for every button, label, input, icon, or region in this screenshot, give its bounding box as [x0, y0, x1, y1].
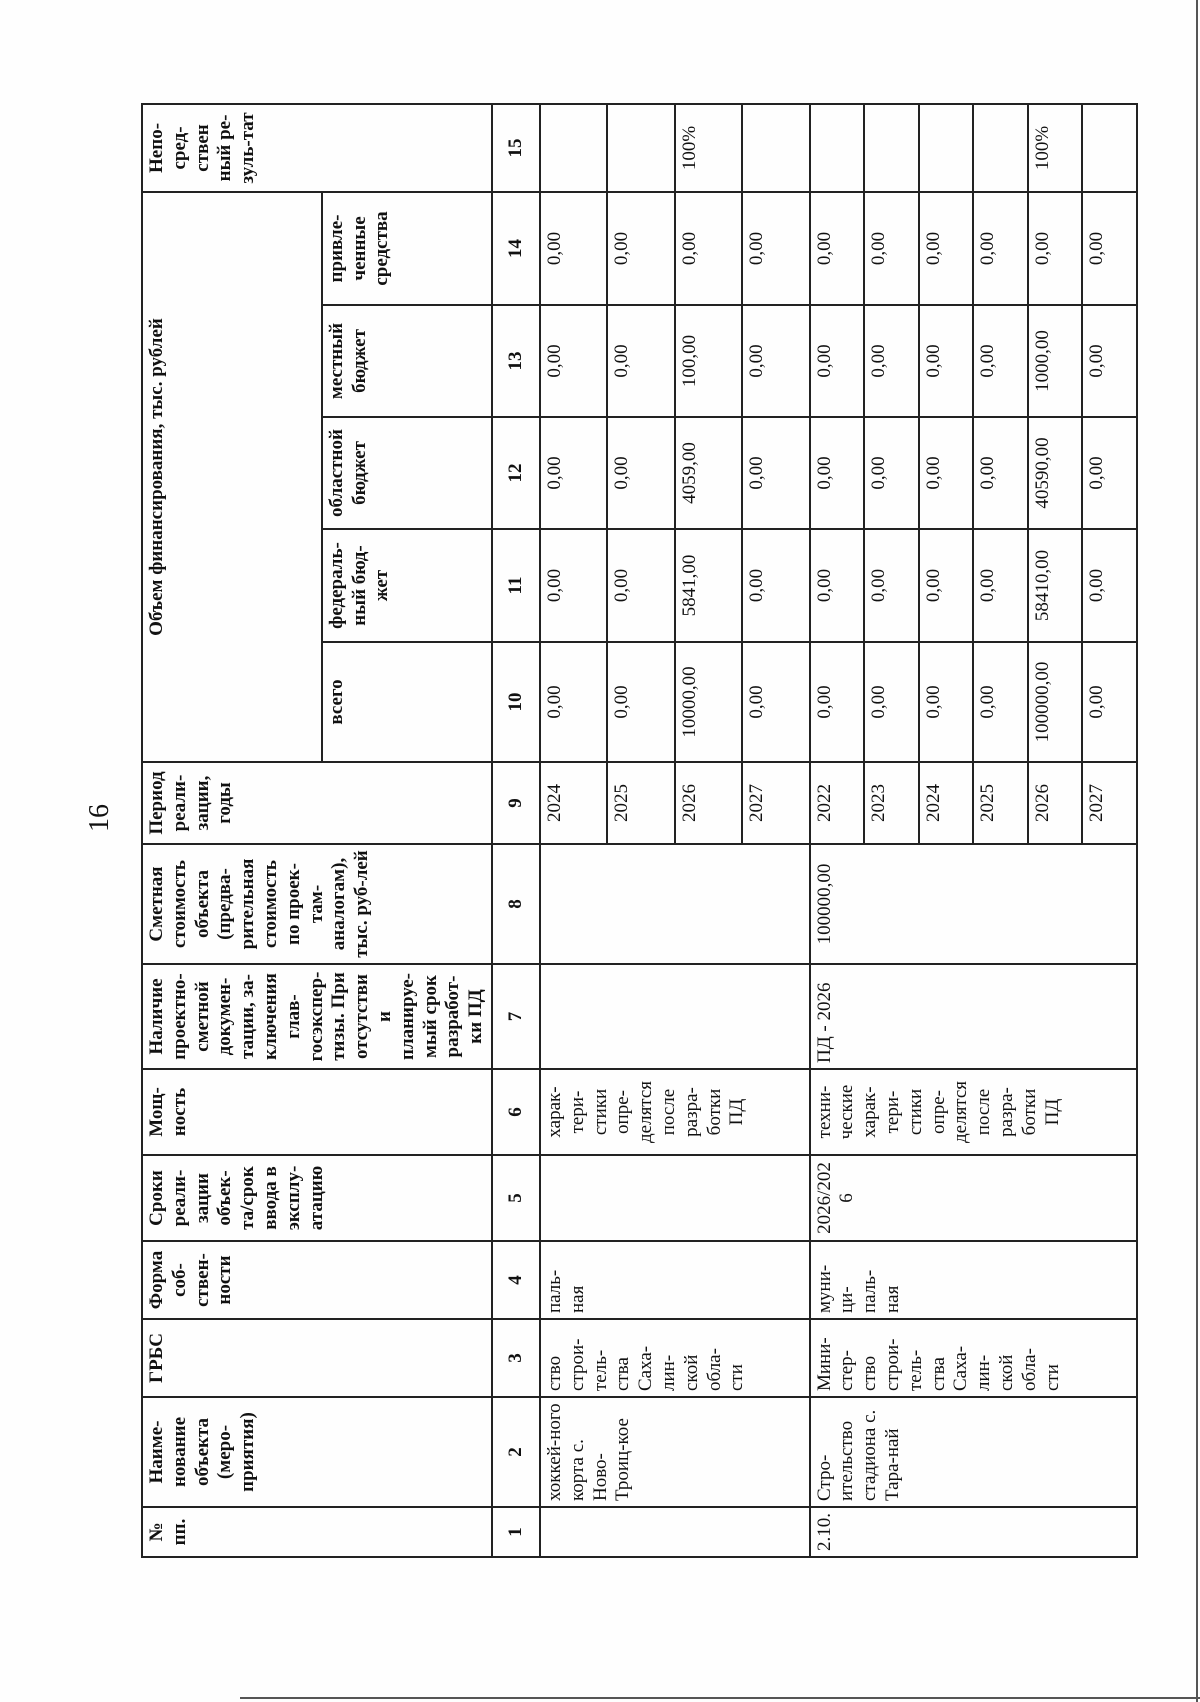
total-cell: 0,00	[1082, 642, 1137, 762]
scan-edge-line	[240, 1697, 1200, 1699]
regional-cell: 40590,00	[1028, 417, 1083, 529]
col-number: 13	[492, 305, 540, 417]
attracted-cell: 0,00	[864, 192, 919, 305]
total-cell: 10000,00	[675, 642, 742, 762]
table-body	[492, 104, 1137, 1557]
col-number: 7	[492, 964, 540, 1069]
result-cell: 100%	[1028, 104, 1083, 192]
block1-num	[540, 1507, 810, 1557]
local-cell: 0,00	[742, 305, 809, 417]
header-cost: Сметная стоимость объекта (предва-рительная стоимость по проек-там-аналогам), тыс. руб-лей	[142, 844, 492, 964]
rotated-table-container	[141, 105, 1108, 1558]
header-num: № пп.	[142, 1507, 492, 1557]
header-local: местный бюджет	[322, 305, 492, 417]
year-cell: 2024	[919, 762, 974, 844]
year-cell: 2026	[675, 762, 742, 844]
table-row	[810, 104, 865, 1557]
col-number: 14	[492, 192, 540, 305]
result-cell	[540, 104, 607, 192]
federal-cell: 0,00	[607, 529, 674, 642]
year-cell: 2024	[540, 762, 607, 844]
local-cell: 1000,00	[1028, 305, 1083, 417]
block2-num: 2.10.	[810, 1507, 1137, 1557]
year-cell: 2027	[742, 762, 809, 844]
result-cell: 100%	[675, 104, 742, 192]
attracted-cell: 0,00	[540, 192, 607, 305]
table-header	[142, 104, 492, 1557]
header-total: всего	[322, 642, 492, 762]
header-term: Сроки реали-зации объек-та/срок ввода в эксплу-атацию	[142, 1155, 492, 1241]
block2-pd: ПД - 2026	[810, 964, 1137, 1069]
header-regional: областной бюджет	[322, 417, 492, 529]
result-cell	[607, 104, 674, 192]
year-cell: 2022	[810, 762, 865, 844]
column-numbers-row	[492, 104, 540, 1557]
local-cell: 0,00	[1082, 305, 1137, 417]
block1-grbs: ство строи-тель-ства Саха-лин-ской обла-сти	[540, 1319, 810, 1397]
header-power: Мощ-ность	[142, 1069, 492, 1155]
col-number: 1	[492, 1507, 540, 1557]
scan-edge-line	[1196, 0, 1198, 1702]
col-number: 12	[492, 417, 540, 529]
header-federal: федераль-ный бюд-жет	[322, 529, 492, 642]
header-name: Наиме-нование объекта (меро-приятия)	[142, 1397, 492, 1507]
year-cell: 2023	[864, 762, 919, 844]
total-cell: 0,00	[919, 642, 974, 762]
header-attracted: привле-ченные средства	[322, 192, 492, 305]
local-cell: 0,00	[973, 305, 1028, 417]
block1-pd	[540, 964, 810, 1069]
page-number: 16	[84, 804, 115, 832]
regional-cell: 0,00	[973, 417, 1028, 529]
local-cell: 100,00	[675, 305, 742, 417]
regional-cell: 0,00	[540, 417, 607, 529]
block1-term	[540, 1155, 810, 1241]
regional-cell: 0,00	[810, 417, 865, 529]
regional-cell: 0,00	[742, 417, 809, 529]
regional-cell: 0,00	[864, 417, 919, 529]
block1-power: харак-тери-стики опре-делятся после разра-ботки ПД	[540, 1069, 810, 1155]
local-cell: 0,00	[864, 305, 919, 417]
attracted-cell: 0,00	[607, 192, 674, 305]
block2-name: Стро-ительство стадиона с. Тара-най	[810, 1397, 1137, 1507]
col-number: 4	[492, 1241, 540, 1319]
attracted-cell: 0,00	[742, 192, 809, 305]
attracted-cell: 0,00	[1028, 192, 1083, 305]
header-pd: Наличие проектно-сметной докумен-тации, за-ключения глав-госэкспер-тизы. При отсутствии планируе-мый срок разработ-ки ПД	[142, 964, 492, 1069]
block2-ownership: муни-ци-паль-ная	[810, 1241, 1137, 1319]
result-cell	[1082, 104, 1137, 192]
result-cell	[864, 104, 919, 192]
local-cell: 0,00	[540, 305, 607, 417]
year-cell: 2025	[607, 762, 674, 844]
result-cell	[810, 104, 865, 192]
block1-name: хоккей-ного корта с. Ново-Троиц-кое	[540, 1397, 810, 1507]
total-cell: 0,00	[864, 642, 919, 762]
federal-cell: 0,00	[973, 529, 1028, 642]
regional-cell: 0,00	[1082, 417, 1137, 529]
federal-cell: 5841,00	[675, 529, 742, 642]
header-ownership: Форма соб-ствен-ности	[142, 1241, 492, 1319]
financing-table	[141, 103, 1138, 1558]
federal-cell: 0,00	[919, 529, 974, 642]
table-frame	[141, 105, 1108, 1558]
regional-cell: 4059,00	[675, 417, 742, 529]
header-result: Непо-сред-ствен ный ре-зуль-тат	[142, 104, 492, 192]
local-cell: 0,00	[919, 305, 974, 417]
attracted-cell: 0,00	[919, 192, 974, 305]
local-cell: 0,00	[810, 305, 865, 417]
year-cell: 2027	[1082, 762, 1137, 844]
attracted-cell: 0,00	[675, 192, 742, 305]
federal-cell: 58410,00	[1028, 529, 1083, 642]
block2-grbs: Мини-стер-ство строи-тель-ства Саха-лин-ской обла-сти	[810, 1319, 1137, 1397]
local-cell: 0,00	[607, 305, 674, 417]
col-number: 8	[492, 844, 540, 964]
attracted-cell: 0,00	[810, 192, 865, 305]
block2-term: 2026/2026	[810, 1155, 1137, 1241]
year-cell: 2025	[973, 762, 1028, 844]
federal-cell: 0,00	[1082, 529, 1137, 642]
total-cell: 0,00	[973, 642, 1028, 762]
federal-cell: 0,00	[540, 529, 607, 642]
col-number: 15	[492, 104, 540, 192]
col-number: 5	[492, 1155, 540, 1241]
federal-cell: 0,00	[864, 529, 919, 642]
year-cell: 2026	[1028, 762, 1083, 844]
attracted-cell: 0,00	[973, 192, 1028, 305]
block2-cost: 100000,00	[810, 844, 1137, 964]
header-grbs: ГРБС	[142, 1319, 492, 1397]
header-period: Период реали-зации, годы	[142, 762, 492, 844]
total-cell: 0,00	[810, 642, 865, 762]
total-cell: 0,00	[742, 642, 809, 762]
regional-cell: 0,00	[919, 417, 974, 529]
header-funding: Объем финансирования, тыс. рублей	[142, 192, 322, 762]
block2-power: техни-ческие харак-тери-стики опре-делятся после разра-ботки ПД	[810, 1069, 1137, 1155]
result-cell	[919, 104, 974, 192]
col-number: 2	[492, 1397, 540, 1507]
col-number: 10	[492, 642, 540, 762]
col-number: 3	[492, 1319, 540, 1397]
col-number: 9	[492, 762, 540, 844]
federal-cell: 0,00	[810, 529, 865, 642]
federal-cell: 0,00	[742, 529, 809, 642]
regional-cell: 0,00	[607, 417, 674, 529]
total-cell: 0,00	[607, 642, 674, 762]
col-number: 6	[492, 1069, 540, 1155]
table-row	[540, 104, 607, 1557]
block1-ownership: паль-ная	[540, 1241, 810, 1319]
col-number: 11	[492, 529, 540, 642]
result-cell	[742, 104, 809, 192]
total-cell: 0,00	[540, 642, 607, 762]
attracted-cell: 0,00	[1082, 192, 1137, 305]
total-cell: 100000,00	[1028, 642, 1083, 762]
result-cell	[973, 104, 1028, 192]
block1-cost	[540, 844, 810, 964]
